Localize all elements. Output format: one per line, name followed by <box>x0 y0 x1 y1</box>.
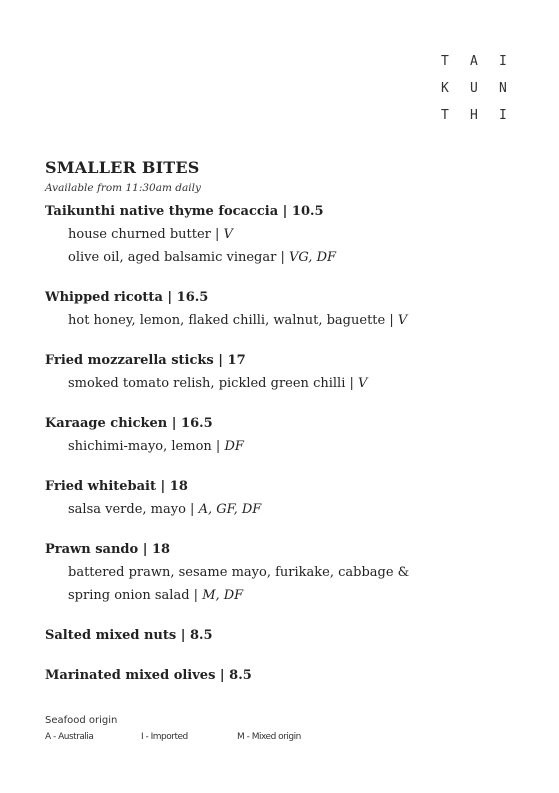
logo-letter: U <box>470 81 478 96</box>
item-description: shichimi-mayo, lemon | DF <box>68 439 244 454</box>
item-description: olive oil, aged balsamic vinegar | VG, DF <box>68 250 337 265</box>
dietary-tag: VG, DF <box>289 250 337 265</box>
menu-item <box>45 200 525 269</box>
origin-legend <box>45 729 301 745</box>
dietary-tag: DF <box>224 439 244 454</box>
logo-letter: T <box>441 54 449 69</box>
menu-content <box>45 156 525 704</box>
item-description: salsa verde, mayo | A, GF, DF <box>68 502 262 517</box>
logo-letter: H <box>470 108 478 123</box>
logo-row <box>441 75 528 102</box>
dietary-tag: V <box>223 227 233 242</box>
item-title: Marinated mixed olives | 8.5 <box>45 668 252 683</box>
section-note: Available from 11:30am daily <box>45 182 201 194</box>
origin-mixed: M - Mixed origin <box>237 732 301 742</box>
dietary-tag: V <box>358 376 368 391</box>
seafood-origin-key <box>45 713 301 745</box>
dietary-tag: A, GF, DF <box>198 502 262 517</box>
logo-letter: T <box>441 108 449 123</box>
menu-item <box>45 349 525 395</box>
menu-item <box>45 286 525 332</box>
dietary-tag: M, DF <box>202 588 244 603</box>
item-title: Taikunthi native thyme focaccia | 10.5 <box>45 204 324 219</box>
logo-letter: I <box>499 54 507 69</box>
logo-letter: I <box>499 108 507 123</box>
origin-imported: I - Imported <box>141 732 188 742</box>
dietary-tag: V <box>397 313 408 328</box>
item-description: house churned butter | V <box>68 227 233 242</box>
menu-item <box>45 412 525 458</box>
item-description: battered prawn, sesame mayo, furikake, cabbage & <box>68 565 410 580</box>
logo-letter: K <box>441 81 449 96</box>
item-title: Prawn sando | 18 <box>45 542 171 557</box>
menu-item <box>45 538 525 607</box>
section-title: SMALLER BITES <box>45 158 200 177</box>
logo <box>441 48 528 129</box>
origin-title: Seafood origin <box>45 715 118 726</box>
logo-letter: N <box>499 81 507 96</box>
item-description: smoked tomato relish, pickled green chilli | V <box>68 376 368 391</box>
item-description: hot honey, lemon, flaked chilli, walnut, baguette | V <box>68 313 408 328</box>
item-title: Salted mixed nuts | 8.5 <box>45 628 213 643</box>
item-title: Fried whitebait | 18 <box>45 479 188 494</box>
menu-item <box>45 664 525 687</box>
logo-row <box>441 48 528 75</box>
item-title: Whipped ricotta | 16.5 <box>45 290 209 305</box>
logo-letter: A <box>470 54 478 69</box>
origin-australia: A - Australia <box>45 732 94 742</box>
item-title: Fried mozzarella sticks | 17 <box>45 353 246 368</box>
logo-row <box>441 102 528 129</box>
menu-item <box>45 475 525 521</box>
item-title: Karaage chicken | 16.5 <box>45 416 213 431</box>
menu-item <box>45 624 525 647</box>
item-description: spring onion salad | M, DF <box>68 588 244 603</box>
